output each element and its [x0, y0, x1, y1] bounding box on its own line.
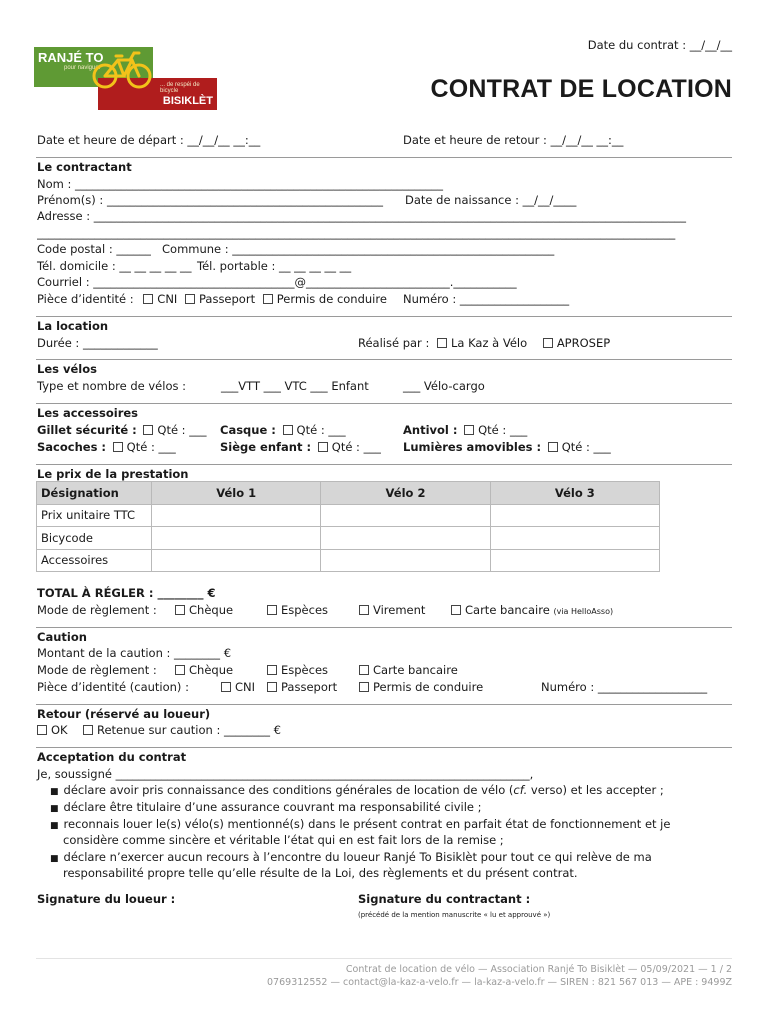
divider	[36, 464, 732, 465]
lights-qty: Qté : ___	[561, 440, 611, 454]
deposit-amount-field[interactable]: Montant de la caution : ________ €	[37, 646, 232, 660]
child-seat-qty: Qté : ___	[331, 440, 381, 454]
section-heading-return: Retour (réservé au loueur)	[37, 707, 211, 721]
checkbox-icon	[359, 682, 369, 692]
row-label: Bicycode	[37, 527, 152, 550]
return-withheld-label: Retenue sur caution : ________ €	[97, 723, 281, 737]
renter-signature-label: Signature du contractant :	[358, 892, 531, 906]
deposit-license-checkbox[interactable]	[359, 680, 483, 694]
saddlebags-row[interactable]	[37, 440, 176, 454]
list-item: ■ déclare être titulaire d’une assurance couvrant ma responsabilité civile ;	[50, 800, 482, 816]
divider	[36, 704, 732, 705]
deposit-license-label: Permis de conduire	[373, 680, 484, 694]
payment-card-label: Carte bancaire	[465, 603, 550, 617]
section-heading-deposit: Caution	[37, 630, 87, 644]
payment-cheque-label: Chèque	[189, 603, 234, 617]
duration-field[interactable]: Durée : _____________	[37, 336, 158, 350]
aprosep-label: APROSEP	[556, 336, 611, 350]
logo-tagline-bottom: ... de respéi de bicycle	[160, 82, 200, 94]
footer-divider	[36, 958, 732, 959]
payment-transfer-checkbox[interactable]	[359, 603, 425, 617]
lock-qty: Qté : ___	[478, 423, 528, 437]
bike-type-label: Type et nombre de vélos :	[37, 379, 187, 393]
id-document-label: Pièce d’identité :	[37, 292, 134, 306]
row-label: Accessoires	[37, 549, 152, 572]
payment-transfer-label: Virement	[373, 603, 426, 617]
logo-tagline-top: pour naviguer	[64, 65, 101, 71]
name-field[interactable]: Nom : ________________________________________________________________	[37, 177, 444, 191]
section-heading-acceptance: Acceptation du contrat	[37, 750, 187, 764]
divider	[36, 157, 732, 158]
table-row	[37, 504, 660, 527]
checkbox-icon	[359, 605, 369, 615]
departure-datetime-field[interactable]: Date et heure de départ : __/__/__ __:__	[37, 133, 261, 147]
vest-label: Gillet sécurité :	[37, 423, 137, 437]
undersigned-field[interactable]: Je, soussigné ________________________________________________________________________,	[37, 767, 534, 781]
table-header-row	[37, 482, 660, 505]
checkbox-icon	[267, 665, 277, 675]
checkbox-icon	[283, 425, 293, 435]
column-header: Désignation	[37, 482, 152, 505]
renter-signature-note: (précédé de la mention manuscrite « lu et approuvé »)	[358, 911, 551, 919]
deposit-cash-label: Espèces	[281, 663, 329, 677]
return-ok-checkbox[interactable]	[37, 723, 68, 737]
checkbox-icon	[318, 442, 328, 452]
lights-row[interactable]	[403, 440, 611, 454]
lock-row[interactable]	[403, 423, 527, 437]
checkbox-icon	[185, 294, 195, 304]
list-item-text: verso) et les accepter ;	[527, 783, 664, 797]
deposit-id-number-field[interactable]: Numéro : ___________________	[541, 680, 708, 694]
id-license-label: Permis de conduire	[276, 292, 387, 306]
email-field[interactable]: Courriel : ___________________________________@_________________________.___________	[37, 275, 517, 289]
list-item	[50, 783, 664, 799]
lights-label: Lumières amovibles :	[403, 440, 542, 454]
column-header: Vélo 1	[152, 482, 321, 505]
checkbox-icon	[37, 725, 47, 735]
city-field[interactable]: Commune : ________________________________________________________	[162, 242, 555, 256]
payment-card-note: (via HelloAsso)	[553, 607, 614, 616]
id-passport-checkbox[interactable]	[185, 292, 255, 306]
list-item: ■ reconnais louer le(s) vélo(s) mentionné(s) dans le présent contrat en parfait état de fonctionnement et je	[50, 817, 670, 833]
vest-row[interactable]	[37, 423, 206, 437]
id-passport-label: Passeport	[198, 292, 256, 306]
aprosep-checkbox[interactable]	[543, 336, 610, 350]
address-field[interactable]: Adresse : _______________________________________________________________________________________________________	[37, 209, 687, 223]
payment-cash-checkbox[interactable]	[267, 603, 328, 617]
lakaz-label: La Kaz à Vélo	[450, 336, 528, 350]
payment-cash-label: Espèces	[281, 603, 329, 617]
table-cell[interactable]	[321, 504, 490, 527]
contract-date[interactable]: Date du contrat : __/__/__	[587, 38, 732, 52]
id-number-field[interactable]: Numéro : ___________________	[403, 292, 570, 306]
table-cell[interactable]	[321, 549, 490, 572]
mobile-phone-field[interactable]: Tél. portable : __ __ __ __ __	[197, 259, 352, 273]
saddlebags-label: Sacoches :	[37, 440, 107, 454]
table-row	[37, 527, 660, 550]
return-datetime-field[interactable]: Date et heure de retour : __/__/__ __:__	[403, 133, 624, 147]
table-cell[interactable]	[152, 527, 321, 550]
table-cell[interactable]	[152, 549, 321, 572]
helmet-qty: Qté : ___	[296, 423, 346, 437]
column-header: Vélo 2	[321, 482, 490, 505]
table-cell[interactable]	[490, 527, 659, 550]
list-item: ■ déclare n’exercer aucun recours à l’encontre du loueur Ranjé To Bisiklèt pour tout ce qui relève de ma	[50, 850, 652, 866]
cargo-bike-field[interactable]: ___ Vélo-cargo	[403, 379, 485, 393]
section-heading-accessories: Les accessoires	[37, 406, 139, 420]
checkbox-icon	[267, 682, 277, 692]
section-heading-contractant: Le contractant	[37, 160, 132, 174]
table-row	[37, 549, 660, 572]
logo-name-bottom: BISIKLÈT	[162, 95, 213, 107]
checkbox-icon	[437, 338, 447, 348]
section-heading-price: Le prix de la prestation	[37, 467, 189, 481]
list-item-text: cf.	[513, 783, 528, 797]
deposit-id-label: Pièce d’identité (caution) :	[37, 680, 189, 694]
deposit-passport-checkbox[interactable]	[267, 680, 337, 694]
deposit-cheque-checkbox[interactable]	[175, 663, 233, 677]
lock-label: Antivol :	[403, 423, 458, 437]
deposit-cni-label: CNI	[235, 680, 256, 694]
checkbox-icon	[451, 605, 461, 615]
section-heading-location: La location	[37, 319, 109, 333]
checkbox-icon	[175, 605, 185, 615]
list-item-continuation: considère comme sincère et véritable l’état qui en est fait lors de la remise ;	[63, 833, 504, 847]
return-ok-label: OK	[51, 723, 68, 737]
checkbox-icon	[175, 665, 185, 675]
vest-qty: Qté : ___	[157, 423, 207, 437]
payment-cheque-checkbox[interactable]	[175, 603, 233, 617]
payment-card-checkbox[interactable]	[451, 603, 613, 619]
id-document-row	[37, 292, 387, 306]
divider	[36, 359, 732, 360]
birth-date-field[interactable]: Date de naissance : __/__/____	[405, 193, 577, 207]
checkbox-icon	[143, 294, 153, 304]
child-seat-label: Siège enfant :	[220, 440, 312, 454]
table-cell[interactable]	[490, 549, 659, 572]
row-label: Prix unitaire TTC	[37, 504, 152, 527]
first-name-field[interactable]: Prénom(s) : ________________________________________________	[37, 193, 383, 207]
deposit-card-label: Carte bancaire	[373, 663, 458, 677]
table-cell[interactable]	[490, 504, 659, 527]
bicycle-icon	[92, 48, 154, 90]
helmet-row[interactable]	[220, 423, 346, 437]
deposit-card-checkbox[interactable]	[359, 663, 458, 677]
section-heading-bikes: Les vélos	[37, 362, 97, 376]
logo-name-top: RANJÉ TO	[38, 50, 104, 65]
child-seat-row[interactable]	[220, 440, 381, 454]
checkbox-icon	[113, 442, 123, 452]
footer-line-1: Contrat de location de vélo — Association Ranjé To Bisiklèt — 05/09/2021 — 1 / 2	[345, 964, 732, 975]
saddlebags-qty: Qté : ___	[126, 440, 176, 454]
column-header: Vélo 3	[490, 482, 659, 505]
id-cni-checkbox[interactable]	[143, 292, 177, 306]
divider	[36, 747, 732, 748]
page-title: CONTRAT DE LOCATION	[430, 75, 732, 103]
total-field[interactable]: TOTAL À RÉGLER : ________ €	[37, 586, 216, 600]
checkbox-icon	[548, 442, 558, 452]
postal-code-field[interactable]: Code postal : ______	[37, 242, 151, 256]
checkbox-icon	[221, 682, 231, 692]
checkbox-icon	[359, 665, 369, 675]
divider	[36, 316, 732, 317]
deposit-mode-label: Mode de règlement :	[37, 663, 157, 677]
footer-line-2: 0769312552 — contact@la-kaz-a-velo.fr — la-kaz-a-velo.fr — SIREN : 821 567 013 — APE : 9499Z	[267, 977, 732, 988]
performed-by-label: Réalisé par :	[358, 336, 430, 350]
id-license-checkbox[interactable]	[263, 292, 387, 306]
list-item-continuation: responsabilité propre telle qu’elle résulte de la Loi, des règlements et du présent contrat.	[63, 866, 578, 880]
id-cni-label: CNI	[157, 292, 178, 306]
checkbox-icon	[543, 338, 553, 348]
checkbox-icon	[143, 425, 153, 435]
deposit-cheque-label: Chèque	[189, 663, 234, 677]
deposit-cash-checkbox[interactable]	[267, 663, 328, 677]
deposit-passport-label: Passeport	[281, 680, 338, 694]
deposit-cni-checkbox[interactable]	[221, 680, 255, 694]
checkbox-icon	[83, 725, 93, 735]
home-phone-field[interactable]: Tél. domicile : __ __ __ __ __	[37, 259, 192, 273]
return-withheld-checkbox[interactable]	[83, 723, 281, 737]
divider	[36, 403, 732, 404]
checkbox-icon	[263, 294, 273, 304]
table-cell[interactable]	[152, 504, 321, 527]
address-field-line2[interactable]: _______________________________________________________________________________________________________________	[37, 226, 676, 240]
performed-by-row	[358, 336, 610, 350]
helmet-label: Casque :	[220, 423, 276, 437]
price-table	[36, 481, 660, 572]
checkbox-icon	[464, 425, 474, 435]
list-item-text: déclare avoir pris connaissance des conditions générales de location de vélo (	[63, 783, 514, 797]
lakaz-checkbox[interactable]	[437, 336, 527, 350]
lessor-signature-label: Signature du loueur :	[37, 892, 176, 906]
divider	[36, 627, 732, 628]
checkbox-icon	[267, 605, 277, 615]
table-cell[interactable]	[321, 527, 490, 550]
bike-type-quantities-field[interactable]: ___VTT ___ VTC ___ Enfant	[221, 379, 369, 393]
payment-mode-label: Mode de règlement :	[37, 603, 157, 617]
